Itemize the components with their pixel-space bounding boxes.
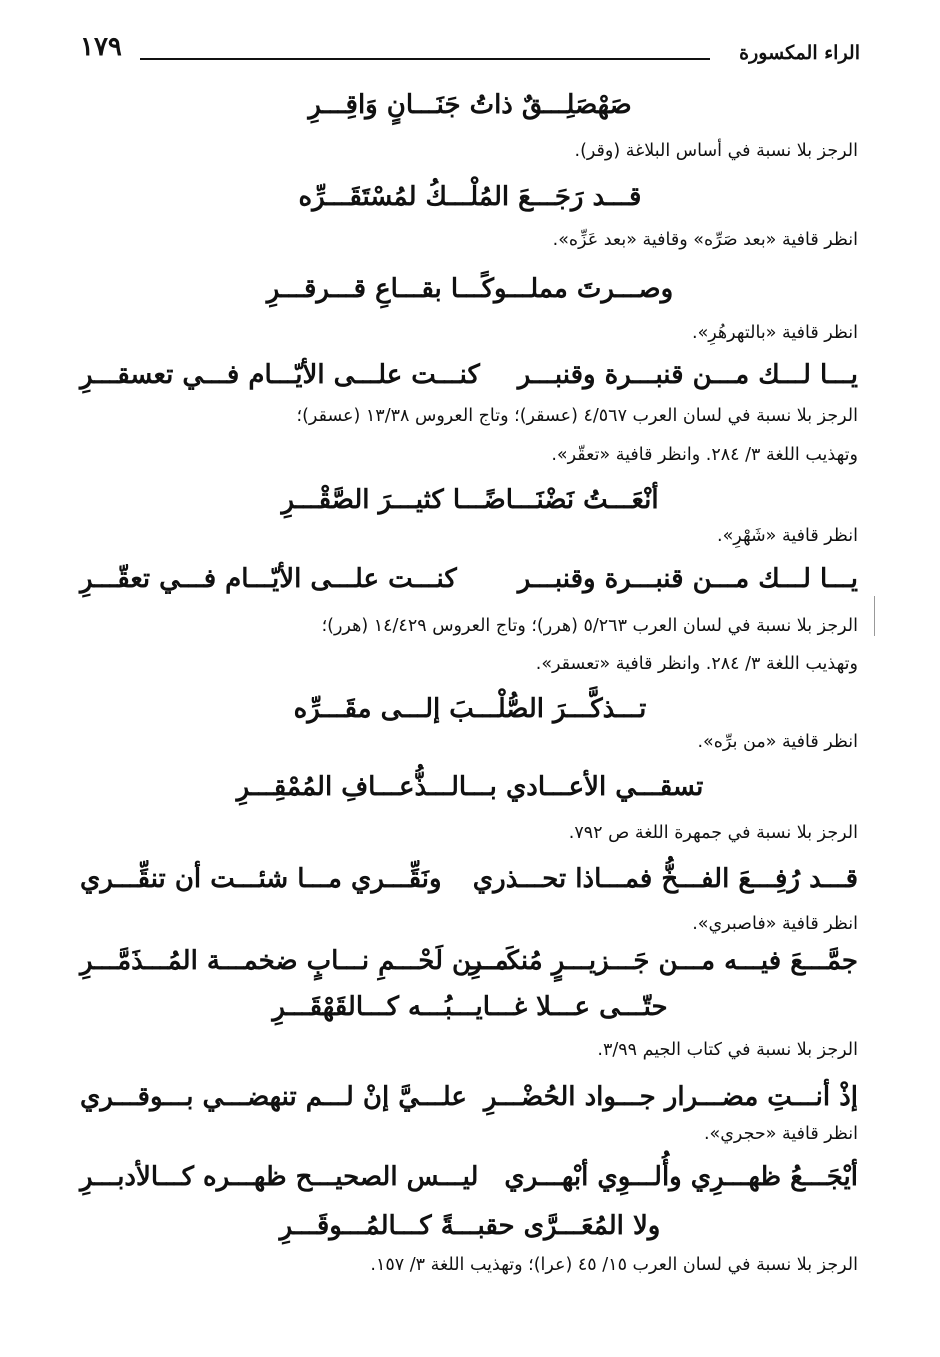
verse-second-hemistich: مـــن لَحْـــمِ نـــابٍ ضخمـــة المُـــذَمَّـــرِ — [80, 946, 509, 976]
source-note: انظر قافية «بالتهرهُرِ». — [692, 323, 858, 343]
source-note: وتهذيب اللغة ٣/ ٢٨٤. وانظر قافية «تعسقر». — [535, 654, 858, 674]
source-note: انظر قافية «حجري». — [703, 1124, 858, 1144]
verse-first-hemistich: جمَّـــعَ فيـــه مـــن جَـــزيـــرٍ مُنكَـــرِ — [469, 946, 858, 976]
source-note: انظر قافية «من برِّه». — [697, 732, 858, 752]
source-note: الرجز بلا نسبة في لسان العرب ٤/٥٦٧ (عسقر)؛ وتاج العروس ١٣/٣٨ (عسقر)؛ — [296, 406, 858, 426]
verse-line: قـــد رَجَـــعَ المُلْـــكُ لمُسْتَقَـــرِّه — [298, 182, 642, 212]
margin-mark — [874, 596, 875, 636]
page-header — [80, 30, 860, 70]
source-note: انظر قافية «فاصبري». — [692, 914, 858, 934]
verse-second-hemistich: ونَقِّـــري مـــا شئـــت أن تنقِّـــري — [80, 864, 442, 894]
verse-first-hemistich: إذْ أنـــتِ مضـــرار جـــواد الحُضْـــرِ — [483, 1082, 858, 1112]
source-note: الرجز بلا نسبة في جمهرة اللغة ص ٧٩٢. — [568, 823, 858, 843]
source-note: انظر قافية «بعد صَرِّه» وقافية «بعد عَزِّه». — [552, 230, 858, 250]
verse-second-hemistich: كنـــت علـــى الأيّـــام فـــي تعقّـــرِ — [80, 564, 457, 594]
verse-second-hemistich: كنـــت علـــى الأيّـــام فـــي تعسقـــرِ — [80, 360, 480, 390]
verse-first-hemistich: قـــد رُفِـــعَ الفـــخُّ فمـــاذا تحـــذري — [472, 864, 858, 894]
verse-second-hemistich: علـــيَّ إنْ لـــم تنهضـــي بـــوقـــري — [80, 1082, 467, 1112]
verse-line: تـــذكَّـــرَ الصُّلْـــبَ إلـــى مقَـــرِّه — [293, 694, 647, 724]
verse-second-hemistich: ليـــس الصحيـــح ظهـــره كـــالأدبـــرِ — [80, 1162, 479, 1192]
running-title: الراء المكسورة — [739, 42, 860, 64]
source-note: وتهذيب اللغة ٣/ ٢٨٤. وانظر قافية «تعقّر». — [551, 445, 858, 465]
verse-line: ولا المُعَـــرَّى حقبـــةً كـــالمُـــوقَـــرِ — [279, 1211, 661, 1241]
verse-first-hemistich: أيْجَـــعُ ظهـــرِي وأُلـــوِي أبْهـــري — [504, 1162, 858, 1192]
verse-first-hemistich: يـــا لـــك مـــن قنبـــرة وقنبـــر — [517, 564, 858, 594]
verse-line: حتّـــى عـــلا غـــايـــبُـــه كـــالقَهْقَـــرِ — [272, 992, 668, 1022]
verse-line: صَهْصَلِـــقٌ ذاتُ جَنَـــانٍ وَاقِـــرِ — [308, 90, 632, 120]
verse-line: تسقـــي الأعـــادي بـــالـــذُّعـــافِ المُمْقِـــرِ — [236, 772, 704, 802]
page-number: ١٧٩ — [80, 32, 122, 62]
source-note: الرجز بلا نسبة في كتاب الجيم ٣/٩٩. — [597, 1040, 858, 1060]
header-rule — [140, 58, 710, 60]
source-note: الرجز بلا نسبة في لسان العرب ١٥/ ٤٥ (عرا)؛ وتهذيب اللغة ٣/ ١٥٧. — [370, 1255, 858, 1275]
verse-first-hemistich: يـــا لـــك مـــن قنبـــرة وقنبـــر — [517, 360, 858, 390]
verse-line: وصـــرتَ مملـــوكًـــا بقـــاعِ قـــرقـــرِ — [266, 274, 674, 304]
verse-line: أنْعَـــتُ نَضْنَـــاضًـــا كثيـــرَ الصَّقْـــرِ — [281, 485, 659, 515]
source-note: الرجز بلا نسبة في لسان العرب ٥/٢٦٣ (هرر)؛ وتاج العروس ١٤/٤٢٩ (هرر)؛ — [321, 616, 858, 636]
source-note: الرجز بلا نسبة في أساس البلاغة (وقر). — [574, 141, 858, 161]
source-note: انظر قافية «شَهْرِ». — [717, 526, 858, 546]
